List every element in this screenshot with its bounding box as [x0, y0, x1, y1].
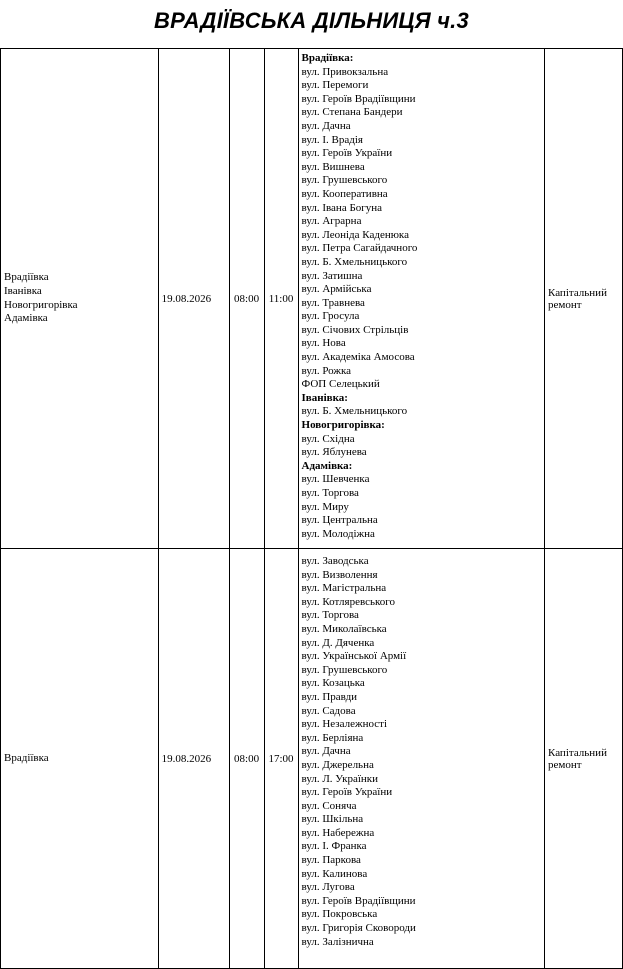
street-item: вул. Торгова	[301, 609, 359, 622]
street-item: вул. Української Армії	[301, 650, 407, 663]
street-item: вул. Грушевського	[301, 663, 388, 676]
outage-schedule-table	[0, 48, 623, 969]
locality-name: Адамівка	[4, 312, 48, 325]
street-item: вул. Академіка Амосова	[301, 351, 415, 364]
streets-cell	[298, 49, 544, 549]
street-item: вул. Перемоги	[301, 79, 369, 92]
street-item: вул. Дачна	[301, 745, 351, 758]
street-item: вул. Магістральна	[301, 582, 387, 595]
street-item: вул. Степана Бандери	[301, 106, 403, 119]
street-item: вул. Калинова	[301, 867, 368, 880]
street-item: вул. Молодіжна	[301, 527, 375, 540]
street-item: вул. Нова	[301, 337, 346, 350]
street-item: вул. Вишнева	[301, 160, 365, 173]
streets-cell	[298, 549, 544, 969]
street-item: вул. Героїв України	[301, 786, 393, 799]
street-item: вул. Дачна	[301, 119, 351, 132]
locality-name: Врадіївка	[4, 271, 49, 284]
street-item: вул. Шкільна	[301, 813, 364, 826]
street-item: вул. Травнева	[301, 296, 365, 309]
village-heading: Адамівка:	[301, 459, 353, 472]
street-item: вул. Торгова	[301, 487, 359, 499]
street-item: вул. Героїв Врадіївщини	[301, 894, 416, 907]
reason-text: ремонт	[548, 758, 582, 771]
street-item: вул. Паркова	[301, 854, 361, 867]
street-item: вул. Рожка	[301, 364, 352, 377]
street-item: вул. Армійська	[301, 283, 372, 296]
village-heading: Новогригорівка:	[301, 419, 385, 432]
start-time-cell: 08:00	[229, 49, 264, 549]
street-item: вул. Визволення	[301, 568, 378, 581]
end-time-cell: 17:00	[264, 549, 298, 969]
street-item: вул. Козацька	[301, 677, 365, 690]
street-item: вул. Яблунева	[301, 446, 367, 459]
street-item: вул. Залізнична	[301, 935, 374, 948]
street-item: вул. Садова	[301, 704, 356, 717]
locality-name: Врадіївка	[4, 751, 49, 764]
street-item: вул. Героїв України	[301, 147, 393, 160]
street-item: вул. Котляревського	[301, 595, 395, 608]
reason-cell	[545, 549, 623, 969]
reason-text: Капітальний	[548, 746, 607, 759]
street-item: вул. Берліяна	[301, 731, 364, 744]
table-row	[1, 49, 623, 549]
reason-cell	[545, 49, 623, 549]
street-item: вул. Григорія Сковороди	[301, 922, 416, 935]
reason-text: Капітальний	[548, 286, 607, 299]
reason-text: ремонт	[548, 298, 582, 311]
street-item: вул. Затишна	[301, 269, 363, 282]
street-item: вул. Правди	[301, 690, 358, 703]
street-item: вул. Центральна	[301, 514, 378, 527]
street-item: вул. І. Врадія	[301, 133, 363, 146]
street-item: вул. Січових Стрільців	[301, 323, 409, 336]
street-item: вул. Миру	[301, 500, 349, 513]
street-item: вул. Лугова	[301, 881, 355, 894]
village-heading: Іванівка:	[301, 391, 348, 404]
street-item: вул. Миколаївська	[301, 622, 387, 635]
street-item: вул. Заводська	[301, 555, 369, 567]
end-time-cell: 11:00	[264, 49, 298, 549]
street-item: вул. Б. Хмельницького	[301, 405, 408, 418]
street-item: вул. Гросула	[301, 310, 360, 323]
street-item: вул. Привокзальна	[301, 65, 389, 78]
start-time-cell: 08:00	[229, 549, 264, 969]
street-item: вул. Д. Дяченка	[301, 636, 375, 649]
street-item: вул. Шевченка	[301, 473, 370, 486]
street-item: вул. Незалежності	[301, 718, 388, 731]
street-item: вул. Східна	[301, 432, 355, 445]
date-cell: 19.08.2026	[158, 49, 229, 549]
street-item: вул. Б. Хмельницького	[301, 255, 408, 268]
localities-cell	[1, 549, 159, 969]
table-row	[1, 549, 623, 969]
village-heading: Врадіївка:	[301, 52, 354, 64]
street-item: вул. Набережна	[301, 826, 375, 839]
street-item: вул. Героїв Врадіївщини	[301, 92, 416, 105]
street-item: вул. Джерельна	[301, 758, 374, 771]
street-item: вул. Кооперативна	[301, 187, 388, 200]
street-item: вул. Петра Сагайдачного	[301, 242, 418, 255]
street-item: ФОП Селецький	[301, 378, 380, 391]
street-item: вул. Покровська	[301, 908, 378, 921]
street-item: вул. Грушевського	[301, 174, 388, 187]
page-title: ВРАДІЇВСЬКА ДІЛЬНИЦЯ ч.3	[154, 8, 469, 33]
locality-name: Іванівка	[4, 284, 42, 297]
street-item: вул. Соняча	[301, 799, 357, 812]
street-item: вул. Л. Українки	[301, 772, 379, 785]
locality-name: Новогригорівка	[4, 298, 78, 311]
street-item: вул. Івана Богуна	[301, 201, 383, 214]
street-item: вул. І. Франка	[301, 840, 367, 853]
date-cell: 19.08.2026	[158, 549, 229, 969]
street-item: вул. Аграрна	[301, 215, 362, 228]
street-item: вул. Леоніда Каденюка	[301, 228, 409, 241]
localities-cell	[1, 49, 159, 549]
